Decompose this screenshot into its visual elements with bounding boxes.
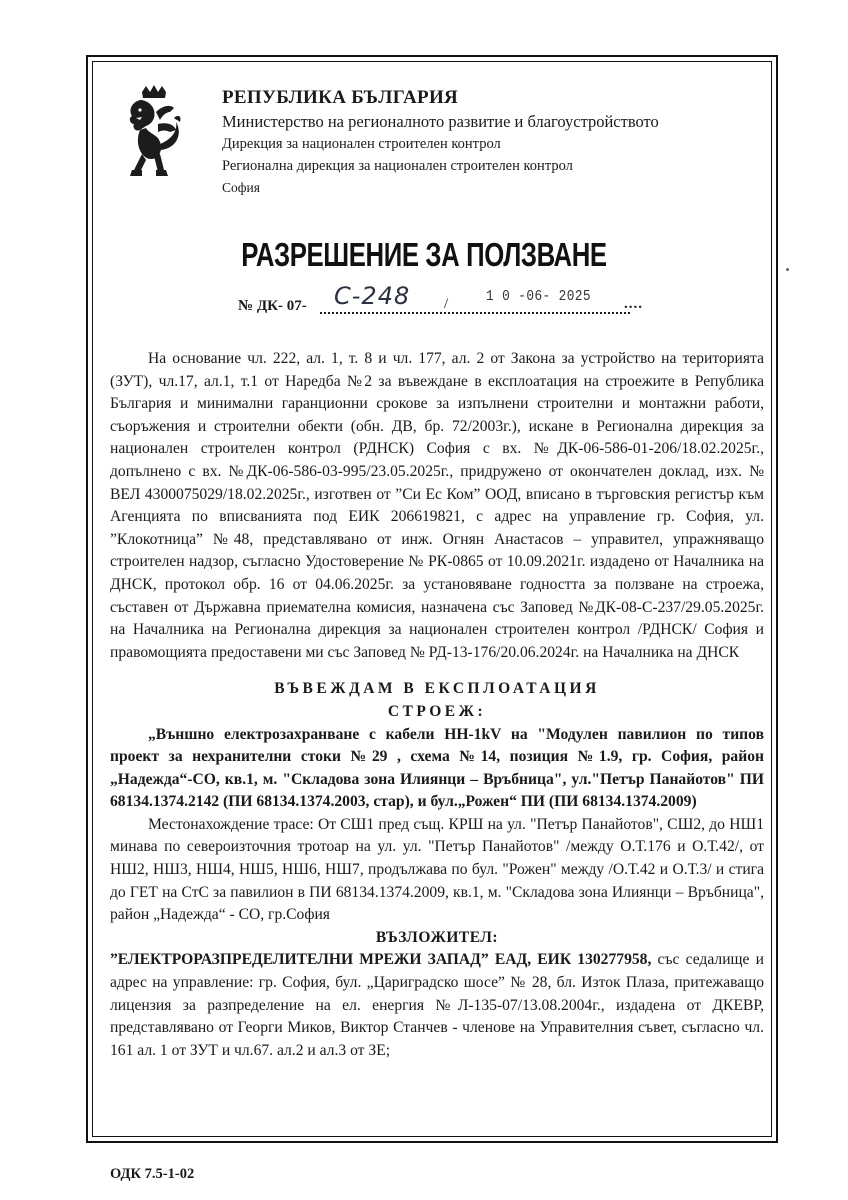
issuer-city: София <box>222 180 260 195</box>
footer-form-code: ОДК 7.5-1-02 <box>110 1166 195 1182</box>
document-number-tail: .... <box>624 296 643 312</box>
handwritten-number: C-248 <box>334 282 411 310</box>
construction-description: „Външно електрозахранване с кабели НН-1kV на "Модулен павилион по типов проект за нехранителни стоки №29 , схема №14, позиция №1.9, гр. София, район „Надежда“-СО, кв.1, м. "Складова зона Илиянци – Връбница", ул."Петър Панайотов" ПИ 68134.1374.2142 (ПИ 68134.1374.2003, стар), и бул.„Рожен“ ПИ (ПИ 68134.1374.2009) <box>110 725 764 811</box>
intro-paragraph: На основание чл. 222, ал. 1, т. 8 и чл. 177, ал. 2 от Закона за устройство на територията (ЗУТ), чл.17, ал.1, т.1 от Наредба №2 за въвеждане в експлоатация на строежите в Република България и минимални гаранционни срокове за изпълнени строителни и монтажни работи, съоръжения и строителни обекти (обн. ДВ, бр. 72/2003г.), искане в Регионална дирекция за национален строителен контрол (РДНСК) София с вх. №ДК-06-586-01-206/18.02.2025г., допълнено с вх. №ДК-06-586-03-995/23.05.2025г., придружено от окончателен доклад, изх. № ВЕЛ 4300075029/18.02.2025г., изготвен от ”Си Ес Ком” ООД, вписано в търговския регистър към Агенцията по вписванията под ЕИК 206619821, с адрес на управление гр. София, ул. ”Клокотница” №48, представлявано от инж. Огнян Анастасов – управител, упражняващо строителен надзор, съгласно Удостоверение № РК-0865 от 10.09.2021г. издадено от Началника на ДНСК, протокол обр. 16 от 04.06.2025г. за установяване годността за ползване на строежа, съставен от Държавна приемателна комисия, назначена със Заповед №ДК-08-С-237/29.05.2025г. на Началника на Регионална дирекция за национален строителен контрол /РДНСК/ София и правомощията предоставени ми със Заповед № РД-13-176/20.06.2024г. на Началника на ДНСК <box>110 350 764 661</box>
document-number-prefix: № ДК- 07- <box>238 298 307 314</box>
commission-heading: ВЪВЕЖДАМ В ЕКСПЛОАТАЦИЯ <box>274 680 600 698</box>
assignor-heading: ВЪЗЛОЖИТЕЛ: <box>375 928 499 946</box>
number-date-separator: / <box>444 296 449 312</box>
ministry-name: Министерство на регионалното развитие и благоустройството <box>222 112 659 131</box>
document-body <box>110 348 764 1062</box>
assignor-details: със седалище и адрес на управление: гр. София, бул. „Цариградско шосе” № 28, бл. Изток Плаза, притежаващо лицензия за разпределение на ел. енергия №Л-135-07/13.08.2004г., издадена от ДКЕВР, представлявано от Георги Миков, Виктор Станчев - членове на Управителния съвет, съгласно чл. 161 ал. 1 от ЗУТ и чл.67. ал.2 и ал.3 от ЗЕ; <box>110 951 764 1059</box>
regional-directorate-name: Регионална дирекция за национален строителен контрол <box>222 158 573 174</box>
directorate-name: Дирекция за национален строителен контрол <box>222 136 501 152</box>
construction-heading: СТРОЕЖ: <box>387 702 487 720</box>
document-number-line <box>238 282 658 322</box>
scan-speck <box>786 268 789 271</box>
stamped-date: 1 0 -06- 2025 <box>486 288 592 305</box>
issuer-header <box>222 86 762 199</box>
assignor-name: ”ЕЛЕКТРОРАЗПРЕДЕЛИТЕЛНИ МРЕЖИ ЗАПАД” ЕАД, ЕИК 130277958, <box>110 951 652 969</box>
assignor-paragraph <box>110 949 764 1062</box>
lion-coat-of-arms-icon <box>118 84 190 184</box>
location-paragraph: Местонахождение трасе: От СШ1 пред същ. КРШ на ул. "Петър Панайотов", СШ2, до НШ1 минава по североизточния тротоар на ул. ул. "Петър Панайотов" /между О.Т.176 и О.Т.42/, от НШ2, НШ3, НШ4, НШ5, НШ6, НШ7, продължава по бул. "Рожен" между /О.Т.42 и О.Т.3/ и стига до ГЕТ на СтС за павилион в ПИ 68134.1374.2009, кв.1, м. "Складова зона Илиянци – Връбница", район „Надежда“ - СО, гр.София <box>110 815 764 924</box>
country-name: РЕПУБЛИКА БЪЛГАРИЯ <box>222 87 459 108</box>
document-title: РАЗРЕШЕНИЕ ЗА ПОЛЗВАНЕ <box>241 236 607 273</box>
